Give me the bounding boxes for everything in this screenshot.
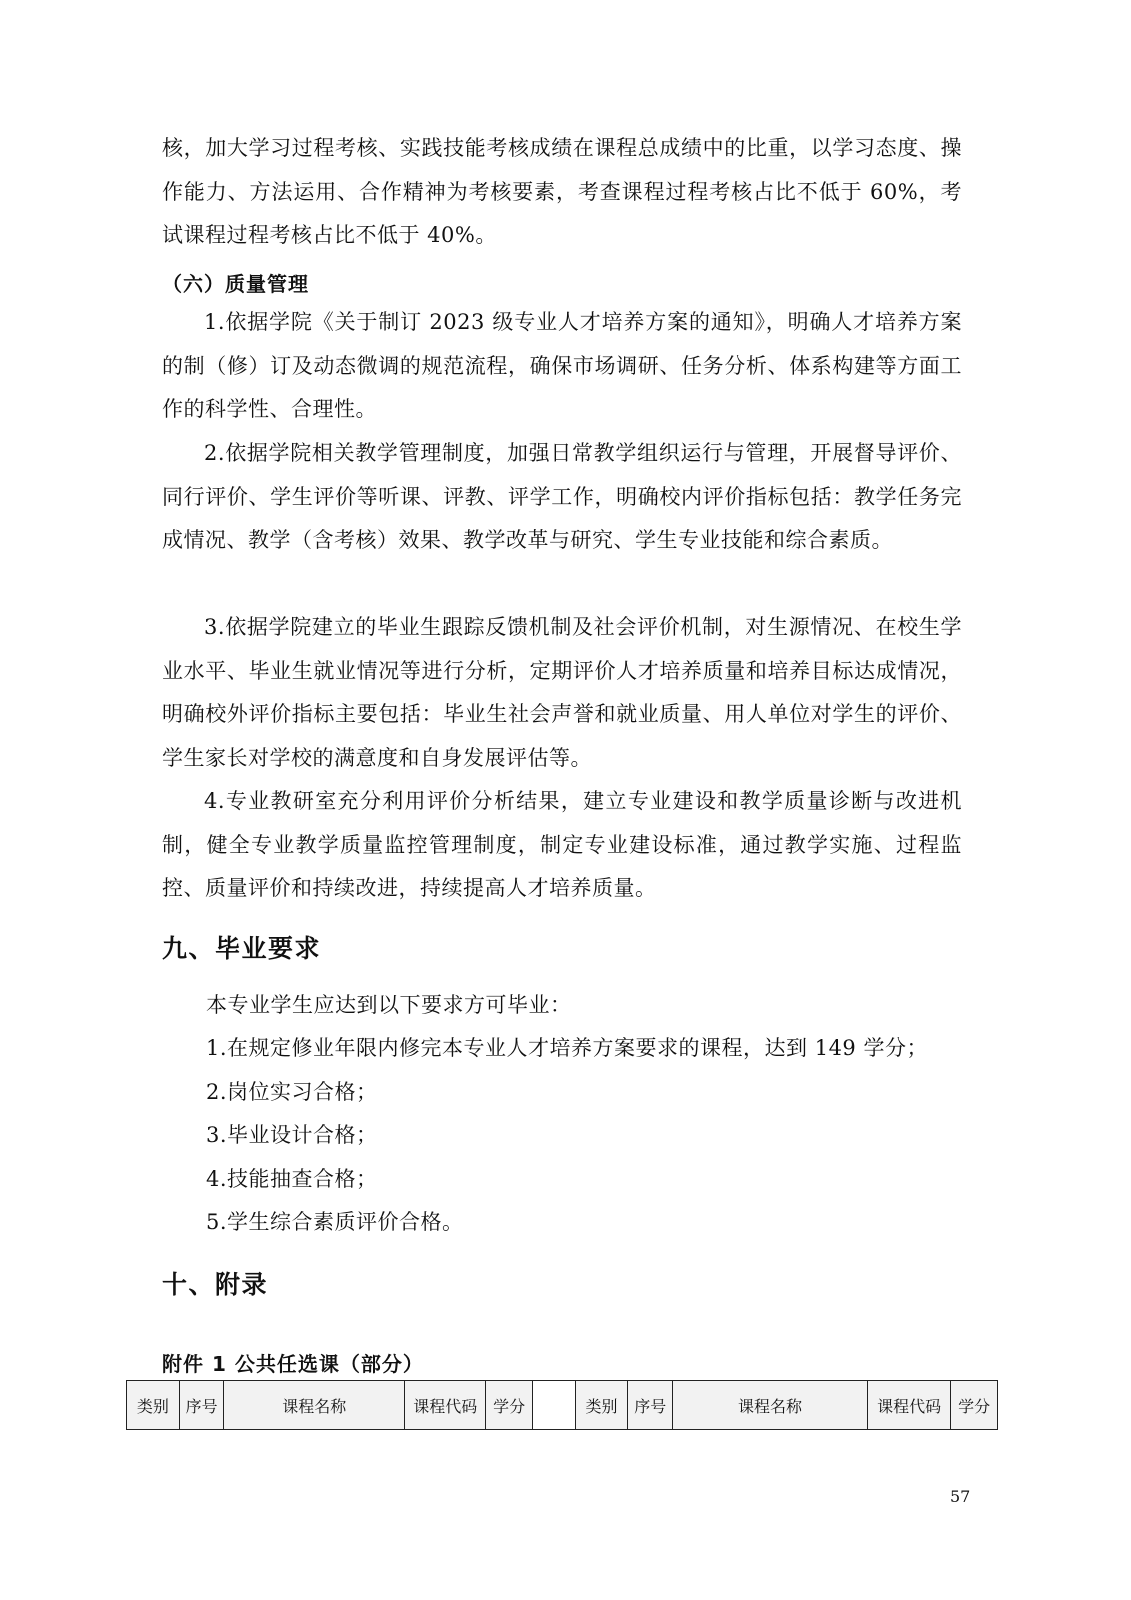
graduation-item: 3.毕业设计合格； [206,1123,378,1147]
paragraph-quality-1: 1.依据学院《关于制订 2023 级专业人才培养方案的通知》，明确人才培养方案的制（修）订及动态微调的规范流程，确保市场调研、任务分析、体系构建等方面工作的科学性、合理性。 [162,310,962,421]
header-spacer [533,1381,576,1430]
header-course-name: 课程名称 [673,1381,868,1430]
graduation-item: 4.技能抽查合格； [206,1167,378,1191]
header-category: 类别 [127,1381,180,1430]
table-header-row [127,1381,998,1430]
header-credits: 学分 [486,1381,533,1430]
header-category: 类别 [575,1381,628,1430]
header-course-code: 课程代码 [867,1381,950,1430]
paragraph-quality-3: 3.依据学院建立的毕业生跟踪反馈机制及社会评价机制，对生源情况、在校生学业水平、毕业生就业情况等进行分析，定期评价人才培养质量和培养目标达成情况，明确校外评价指标主要包括：毕业生社会声誉和就业质量、用人单位对学生的评价、学生家长对学校的满意度和自身发展评估等。 [162,615,962,770]
header-credits: 学分 [951,1381,998,1430]
graduation-item: 2.岗位实习合格； [206,1080,378,1104]
header-serial: 序号 [628,1381,673,1430]
paragraph-assessment: 核，加大学习过程考核、实践技能考核成绩在课程总成绩中的比重，以学习态度、操作能力、方法运用、合作精神为考核要素，考查课程过程考核占比不低于 60%，考试课程过程考核占比不低于 40%。 [162,136,962,247]
graduation-intro: 本专业学生应达到以下要求方可毕业： [206,993,572,1017]
graduation-item: 5.学生综合素质评价合格。 [206,1210,464,1234]
public-elective-course-table [126,1380,998,1430]
page-number: 57 [950,1487,971,1506]
heading-quality-management: （六）质量管理 [162,272,309,296]
heading-appendix: 十、附录 [162,1270,269,1299]
heading-graduation-requirements: 九、毕业要求 [162,934,322,963]
header-serial: 序号 [179,1381,224,1430]
paragraph-quality-2: 2.依据学院相关教学管理制度，加强日常教学组织运行与管理，开展督导评价、同行评价、学生评价等听课、评教、评学工作，明确校内评价指标包括：教学任务完成情况、教学（含考核）效果、教学改革与研究、学生专业技能和综合素质。 [162,441,962,552]
attachment-title: 附件 1 公共任选课（部分） [162,1352,424,1376]
header-course-code: 课程代码 [405,1381,486,1430]
graduation-item: 1.在规定修业年限内修完本专业人才培养方案要求的课程，达到 149 学分； [206,1036,928,1060]
paragraph-quality-4: 4.专业教研室充分利用评价分析结果，建立专业建设和教学质量诊断与改进机制，健全专业教学质量监控管理制度，制定专业建设标准，通过教学实施、过程监控、质量评价和持续改进，持续提高人才培养质量。 [162,789,962,900]
header-course-name: 课程名称 [224,1381,405,1430]
